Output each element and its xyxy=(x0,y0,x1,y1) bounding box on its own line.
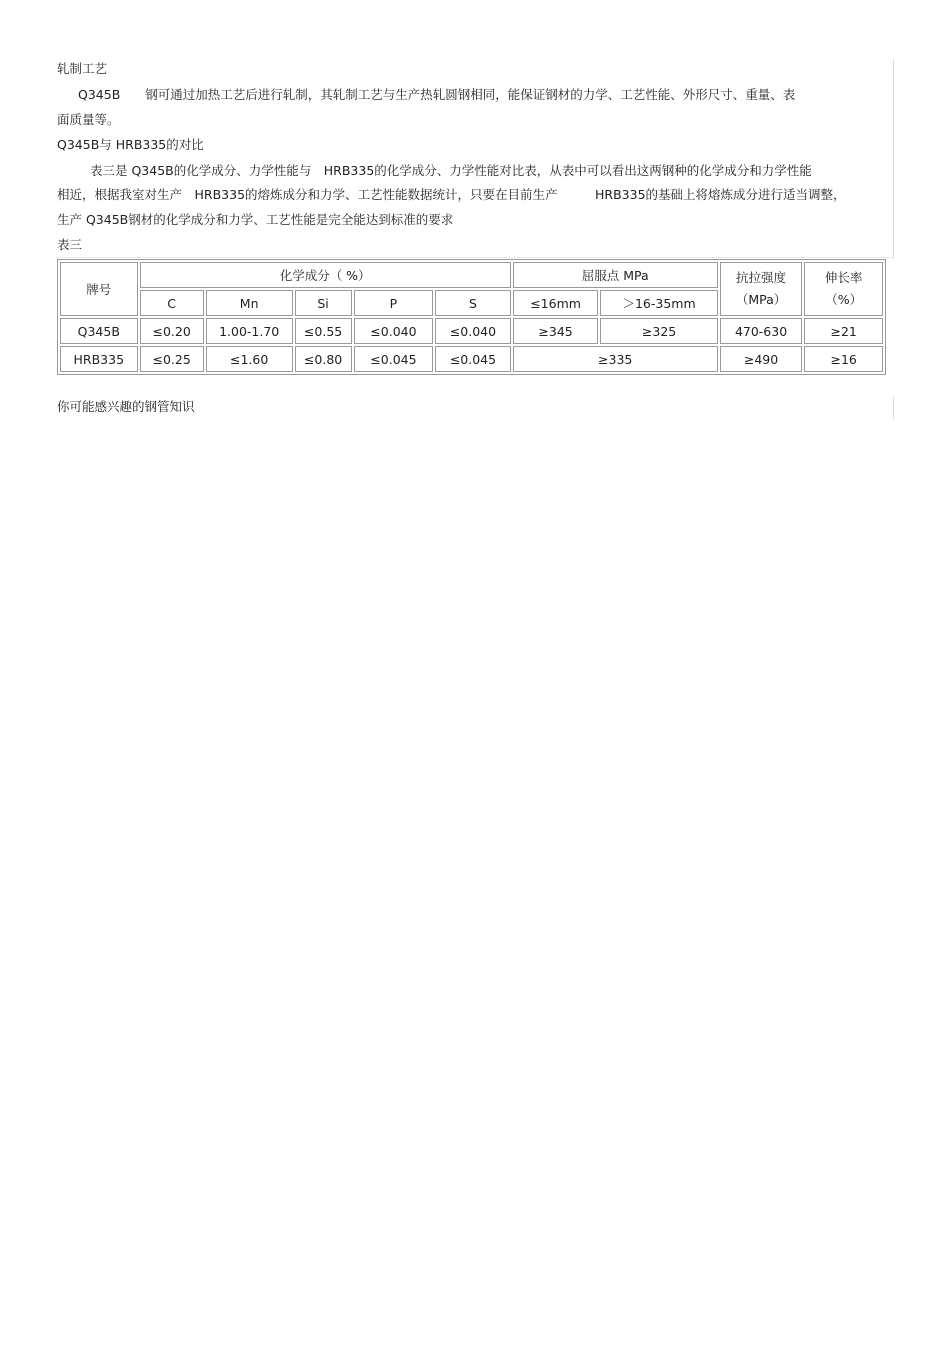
header-elongation-label: 伸长率 xyxy=(824,270,863,285)
section-title-rolling: 轧制工艺 xyxy=(57,61,108,76)
cell-tensile: 470-630 xyxy=(720,318,803,344)
header-yield-point: 屈服点 MPa xyxy=(513,262,718,288)
section-title-related: 你可能感兴趣的钢管知识 xyxy=(57,399,195,414)
subheader-yield-16-35mm: ＞16-35mm xyxy=(600,290,717,316)
cell-si: ≤0.80 xyxy=(295,346,352,372)
subheader-mn: Mn xyxy=(206,290,293,316)
cell-c: ≤0.25 xyxy=(140,346,204,372)
header-grade: 牌号 xyxy=(60,262,138,316)
cell-s: ≤0.040 xyxy=(435,318,511,344)
cell-mn: ≤1.60 xyxy=(206,346,293,372)
frame-rule-right xyxy=(893,60,894,258)
header-chemical-composition: 化学成分（ %） xyxy=(140,262,511,288)
paragraph-comparison-line-2: 相近，根据我室对生产 HRB335的熔炼成分和力学、工艺性能数据统计，只要在目前生产 HRB335的基础上将熔炼成分进行适当调整， xyxy=(57,187,846,202)
subheader-s: S xyxy=(435,290,511,316)
paragraph-comparison-line-3: 生产 Q345B钢材的化学成分和力学、工艺性能是完全能达到标准的要求 xyxy=(57,212,454,227)
cell-s: ≤0.045 xyxy=(435,346,511,372)
paragraph-comparison-line-1: 表三是 Q345B的化学成分、力学性能与 HRB335的化学成分、力学性能对比表，从表中可以看出这两钢种的化学成分和力学性能 xyxy=(65,163,812,178)
table-row xyxy=(60,318,883,344)
section-title-comparison: Q345B与 HRB335的对比 xyxy=(57,137,204,152)
frame-rule-right-2 xyxy=(893,397,894,419)
comparison-table xyxy=(57,259,886,375)
cell-elongation: ≥21 xyxy=(804,318,883,344)
cell-yield-16-35mm: ≥325 xyxy=(600,318,717,344)
cell-c: ≤0.20 xyxy=(140,318,204,344)
header-elongation xyxy=(804,262,883,316)
cell-mn: 1.00-1.70 xyxy=(206,318,293,344)
subheader-yield-16mm: ≤16mm xyxy=(513,290,599,316)
header-tensile-label: 抗拉强度 xyxy=(736,270,787,285)
table-header-row xyxy=(60,262,883,288)
cell-yield-16mm: ≥345 xyxy=(513,318,599,344)
cell-grade: HRB335 xyxy=(60,346,138,372)
subheader-p: P xyxy=(354,290,434,316)
table-caption: 表三 xyxy=(57,237,83,252)
cell-grade: Q345B xyxy=(60,318,138,344)
frame-rule-bottom xyxy=(57,257,894,258)
header-elongation-unit: （%） xyxy=(825,292,863,307)
cell-p: ≤0.040 xyxy=(354,318,434,344)
header-tensile-strength xyxy=(720,262,803,316)
table-row xyxy=(60,346,883,372)
subheader-si: Si xyxy=(295,290,352,316)
paragraph-rolling-line-1: Q345B 钢可通过加热工艺后进行轧制，其轧制工艺与生产热轧圆钢相同，能保证钢材的力学、工艺性能、外形尺寸、重量、表 xyxy=(78,87,796,102)
cell-tensile: ≥490 xyxy=(720,346,803,372)
cell-yield: ≥335 xyxy=(513,346,718,372)
paragraph-rolling-line-2: 面质量等。 xyxy=(57,112,120,127)
cell-p: ≤0.045 xyxy=(354,346,434,372)
cell-elongation: ≥16 xyxy=(804,346,883,372)
subheader-c: C xyxy=(140,290,204,316)
cell-si: ≤0.55 xyxy=(295,318,352,344)
header-tensile-unit: （MPa） xyxy=(735,292,787,307)
